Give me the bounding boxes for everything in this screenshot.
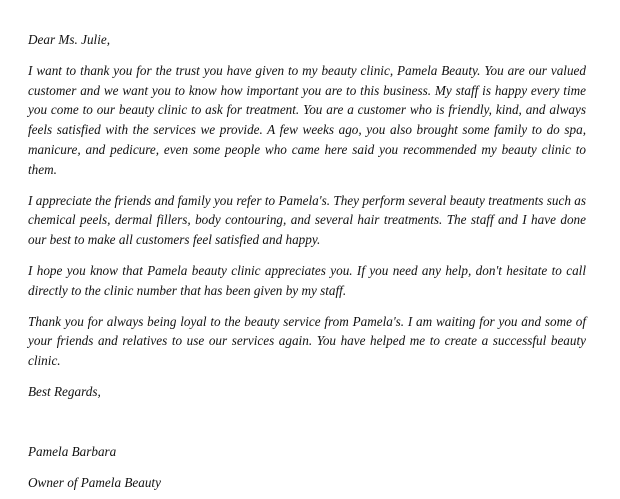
letter-body (28, 30, 586, 492)
closing: Best Regards, (28, 383, 101, 399)
paragraph-thanks: I want to thank you for the trust you have given to my beauty clinic, Pamela Beauty. You are our valued customer and we want you to know how important you are to this business. My staff is happy every time you come to our beauty clinic to ask for treatment. You are a customer who is friendly, kind, and always feels satisfied with the services we provide. A few weeks ago, you also brought some family to do spa, manicure, and pedicure, even some people who came here said you recommended my beauty clinic to them. (28, 62, 586, 177)
paragraph-loyalty: Thank you for always being loyal to the beauty service from Pamela's. I am waiting for you and some of your friends and relatives to use our services again. You have helped me to create a successful beauty clinic. (28, 313, 586, 369)
signature-name: Pamela Barbara (28, 443, 117, 459)
salutation: Dear Ms. Julie, (28, 32, 111, 47)
paragraph-appreciation: I hope you know that Pamela beauty clinic appreciates you. If you need any help, don't hesitate to call directly to the clinic number that has been given by my staff. (28, 262, 586, 298)
paragraph-referrals: I appreciate the friends and family you refer to Pamela's. They perform several beauty treatments such as chemical peels, dermal fillers, body contouring, and several hair treatments. The staff and I have done our best to make all customers feel satisfied and happy. (28, 192, 586, 248)
signature-title: Owner of Pamela Beauty (28, 474, 161, 490)
